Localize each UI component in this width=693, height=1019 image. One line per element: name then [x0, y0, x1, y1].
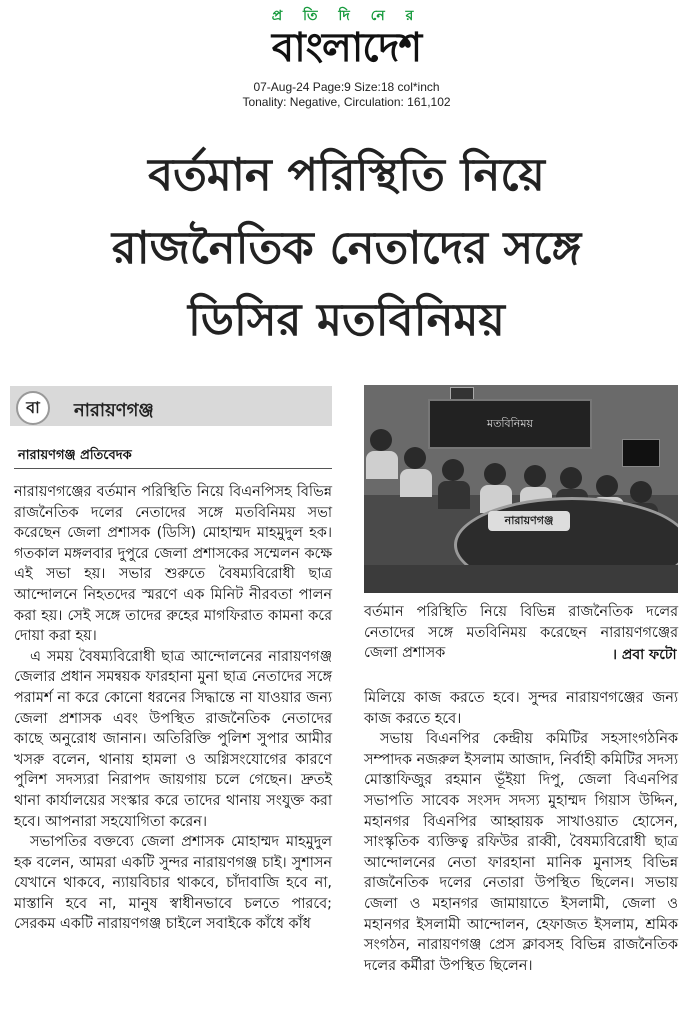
photo-tv-screen — [622, 439, 660, 467]
paragraph-3: সভাপতির বক্তব্যে জেলা প্রশাসক মোহাম্মদ মাহমুদুল হক বলেন, আমরা একটি সুন্দর নারায়ণগঞ্জ চাই। সুশাসন যেখানে থাকবে, ন্যায়বিচার থাকবে, চাঁদাবাজি হবে না, মাস্তানি হবে না, মানুষ স্বাধীনভাবে চলতে পারবে; সেরকম একটি নারায়ণগঞ্জ চাইলে সবাইকে কাঁধে কাঁধ — [14, 834, 332, 933]
photo-nameplate-text: নারায়ণগঞ্জ — [504, 514, 554, 527]
photo-person-body — [400, 469, 432, 497]
paragraph-1: নারায়ণগঞ্জের বর্তমান পরিস্থিতি নিয়ে বিএনপিসহ বিভিন্ন রাজনৈতিক দলের নেতাদের সঙ্গে মতবিনিময় সভা করেছেন জেলা প্রশাসক (ডিসি) মোহাম্মদ মাহমুদুল হক। গতকাল মঙ্গলবার দুপুরে জেলা প্রশাসকের সম্মেলন কক্ষে এই সভা হয়। সভার শুরুতে বৈষম্যবিরোধী ছাত্র আন্দোলনে নিহতদের স্মরণে এক মিনিট নীরবতা পালন করা হয়। সেই সঙ্গে তাদের রুহের মাগফিরাত কামনা করে দোয়া করা হয়। — [14, 484, 332, 645]
headline-line-2: রাজনৈতিক নেতাদের সঙ্গে — [111, 221, 582, 274]
photo-credit: । প্রবা ফটো — [612, 647, 677, 663]
paragraph-4: মিলিয়ে কাজ করতে হবে। সুন্দর নারায়ণগঞ্জের জন্য কাজ করতে হবে। — [364, 690, 678, 727]
reporter-byline: নারায়ণগঞ্জ প্রতিবেদক — [18, 448, 132, 463]
photo-person-body — [366, 451, 398, 479]
masthead-tagline: প্র তি দি নে র — [271, 8, 422, 24]
photo-person — [596, 475, 618, 497]
photo-person — [404, 447, 426, 469]
section-strip — [10, 386, 332, 426]
clip-meta-line2: Tonality: Negative, Circulation: 161,102 — [242, 95, 451, 109]
photo-person-body — [438, 481, 470, 509]
meeting-photo — [364, 385, 678, 593]
headline-line-3: ডিসির মতবিনিময় — [188, 293, 505, 346]
photo-person — [560, 467, 582, 489]
photo-banner — [428, 399, 592, 449]
photo-nameplate — [488, 511, 570, 531]
section-location: নারায়ণগঞ্জ — [74, 400, 154, 421]
photo-person — [630, 481, 652, 503]
byline-divider — [14, 468, 332, 469]
left-column — [14, 482, 332, 935]
right-column — [364, 688, 678, 976]
photo-person — [370, 429, 392, 451]
clip-meta-line1: 07-Aug-24 Page:9 Size:18 col*inch — [253, 80, 440, 94]
photo-floor — [364, 565, 678, 593]
photo-person — [524, 465, 546, 487]
headline-line-1: বর্তমান পরিস্থিতি নিয়ে — [148, 148, 545, 201]
photo-person — [442, 459, 464, 481]
photo-caption: বর্তমান পরিস্থিতি নিয়ে বিভিন্ন রাজনৈতিক দলের নেতাদের সঙ্গে মতবিনিময় করেছেন নারায়ণগঞ্জের জেলা প্রশাসক — [364, 604, 678, 662]
section-badge-icon: বা — [16, 391, 50, 425]
photo-banner-text: মতবিনিময় — [487, 417, 533, 430]
photo-person — [484, 463, 506, 485]
paragraph-2: এ সময় বৈষম্যবিরোধী ছাত্র আন্দোলনের নারায়ণগঞ্জ জেলার প্রধান সমন্বয়ক ফারহানা মুনা ছাত্র নেতাদের সঙ্গে পরামর্শ না করে কোনো ধরনের সিদ্ধান্তে না যাওয়ার জন্য জেলা প্রশাসক এবং উপস্থিত রাজনৈতিক নেতাদের কাছে অনুরোধ জানান। অতিরিক্তি পুলিশ সুপার আমীর খসরু বলেন, থানায় হামলা ও অগ্নিসংযোগের কারণে পুলিশ সদস্যরা নিরাপদ জায়গায় চলে গেছেন। দ্রুতই থানা কার্যালয়ের সংস্কার করে তাদের থানায় সংযুক্ত করা হবে। আপনারা সহযোগিতা করেন। — [14, 648, 332, 830]
masthead-logo: বাংলাদেশ — [271, 25, 422, 71]
paragraph-5: সভায় বিএনপির কেন্দ্রীয় কমিটির সহসাংগঠনিক সম্পাদক নজরুল ইসলাম আজাদ, নির্বাহী কমিটির সদস্য মোস্তাফিজুর রহমান ভূঁইয়া দিপু, জেলা বিএনপির সভাপতি সাবেক সংসদ সদস্য মুহাম্মদ গিয়াস উদ্দিন, মহানগর বিএনপির আহ্বায়ক সাখাওয়াত হোসেন, সাংস্কৃতিক ব্যক্তিত্ব রফিউর রাব্বী, বৈষম্যবিরোধী ছাত্র আন্দোলনের নেতা ফারহানা মানিক মুনাসহ বিভিন্ন রাজনৈতিক দলের নেতারা উপস্থিত ছিলেন। সভায় জেলা ও মহানগর জামায়াতে ইসলামী, জেলা ও মহানগর ইসলামী আন্দোলন, হেফাজত ইসলাম, শ্রমিক সংগঠন, নারায়ণগঞ্জ প্রেস ক্লাবসহ বিভিন্ন রাজনৈতিক দলের কর্মীরা উপস্থিত ছিলেন। — [364, 731, 678, 974]
